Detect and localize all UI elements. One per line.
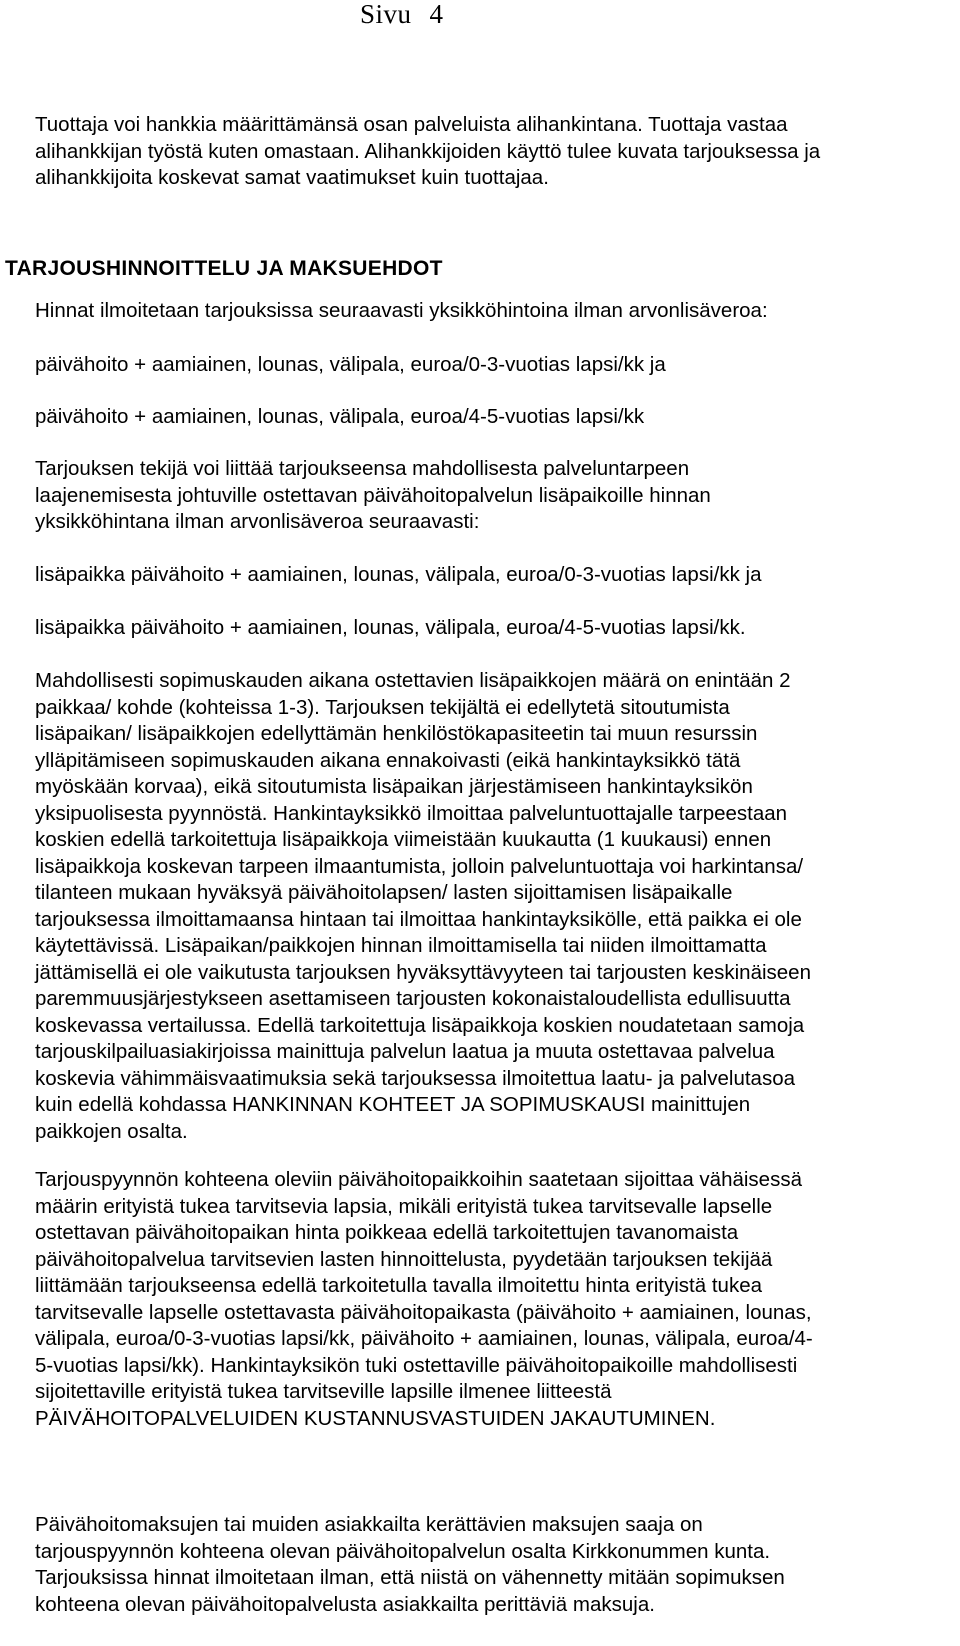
- paragraph-line: ostettavan päivähoitopaikan hinta poikkeaa edellä tarkoitettujen tavanomaista: [35, 1221, 739, 1244]
- paragraph-line: lisäpaikan/ lisäpaikkojen edellyttämän henkilöstökapasiteetin tai muun resurssin: [35, 722, 758, 745]
- page-label: Sivu: [360, 0, 412, 29]
- extra-places-paragraph: [35, 668, 955, 1145]
- paragraph-line: liittämään tarjoukseensa edellä tarkoitetulla tavalla ilmoitettu hinta erityistä tukea: [35, 1274, 762, 1297]
- paragraph-line: tarjouksessa ilmoittamaansa hintaan tai ilmoittaa hankintayksikölle, että paikka ei ole: [35, 907, 802, 931]
- paragraph-line: Mahdollisesti sopimuskauden aikana ostettavien lisäpaikkojen määrä on enintään 2: [35, 669, 791, 692]
- special-needs-paragraph: [35, 1167, 955, 1432]
- paragraph-line: kohteena olevan päivähoitopalvelusta asiakkailta perittäviä maksuja.: [35, 1592, 655, 1616]
- paragraph-line: lisäpaikkoja koskevan tarpeen ilmaantumista, jolloin palveluntuottaja voi harkintansa/: [35, 854, 804, 878]
- paragraph-line: päivähoito + aamiainen, lounas, välipala, euroa/0-3-vuotias lapsi/kk ja: [35, 353, 666, 376]
- paragraph-line: päivähoitopalvelua tarvitsevien lasten hinnoittelusta, pyydetään tarjouksen tekijää: [35, 1247, 773, 1271]
- paragraph-line: Tuottaja voi hankkia määrittämänsä osan palveluista alihankintana. Tuottaja vastaa: [35, 113, 788, 136]
- paragraph-line: paikkojen osalta.: [35, 1119, 188, 1143]
- paragraph-line: sijoitettaville erityistä tukea tarvitseville lapsille ilmenee liitteestä: [35, 1380, 612, 1403]
- extra-item-4-5: [35, 615, 955, 642]
- paragraph-line: yksikköhintana ilman arvonlisäveroa seuraavasti:: [35, 510, 480, 533]
- extra-places-intro: [35, 456, 955, 536]
- paragraph-line: lisäpaikka päivähoito + aamiainen, lounas, välipala, euroa/4-5-vuotias lapsi/kk.: [35, 616, 746, 639]
- paragraph-line: paremmuusjärjestykseen asettamiseen tarjousten kokonaistaloudellista edullisuutta: [35, 987, 791, 1010]
- paragraph-line: jättämisellä ei ole vaikutusta tarjouksen hyväksyttävyyteen tai tarjousten keskinäiseen: [35, 960, 811, 984]
- paragraph-line: tilanteen mukaan hyväksyä päivähoitolapsen/ lasten sijoittamisen lisäpaikalle: [35, 881, 733, 904]
- paragraph-line: päivähoito + aamiainen, lounas, välipala, euroa/4-5-vuotias lapsi/kk: [35, 405, 645, 428]
- price-item-4-5: [35, 404, 955, 431]
- paragraph-line: alihankkijan työstä kuten omastaan. Alihankkijoiden käyttö tulee kuvata tarjouksessa ja: [35, 139, 821, 163]
- paragraph-line: PÄIVÄHOITOPALVELUIDEN KUSTANNUSVASTUIDEN JAKAUTUMINEN.: [35, 1406, 716, 1430]
- paragraph-line: tarjouskilpailuasiakirjoissa mainittuja palvelun laatua ja muuta ostettavaa palvelua: [35, 1040, 775, 1063]
- paragraph-line: lisäpaikka päivähoito + aamiainen, lounas, välipala, euroa/0-3-vuotias lapsi/kk ja: [35, 563, 762, 586]
- paragraph-line: välipala, euroa/0-3-vuotias lapsi/kk, päivähoito + aamiainen, lounas, välipala, euroa/4-: [35, 1327, 813, 1350]
- paragraph-line: laajenemisesta johtuville ostettavan päivähoitopalvelun lisäpaikoille hinnan: [35, 483, 711, 507]
- paragraph-line: Tarjouksen tekijä voi liittää tarjoukseensa mahdollisesta palveluntarpeen: [35, 457, 690, 480]
- paragraph-line: alihankkijoita koskevat samat vaatimukset kuin tuottajaa.: [35, 166, 549, 189]
- section-heading: TARJOUSHINNOITTELU JA MAKSUEHDOT: [5, 257, 443, 280]
- paragraph-line: koskien edellä tarkoitettuja lisäpaikkoja viimeistään kuukautta (1 kuukausi) ennen: [35, 828, 772, 851]
- paragraph-line: määrin erityistä tukea tarvitsevia lapsia, mikäli erityistä tukea tarvitsevalle lapselle: [35, 1194, 773, 1218]
- paragraph-line: Tarjouksissa hinnat ilmoitetaan ilman, että niistä on vähennetty mitään sopimuksen: [35, 1566, 785, 1589]
- paragraph-line: ylläpitämiseen sopimuskauden aikana ennakoivasti (eikä hankintayksikkö tätä: [35, 748, 741, 772]
- intro-paragraph: [35, 112, 955, 192]
- paragraph-line: yksipuolisesta pyynnöstä. Hankintayksikkö ilmoittaa palveluntuottajalle tarpeestaan: [35, 801, 788, 825]
- extra-item-0-3: [35, 562, 955, 589]
- paragraph-line: Päivähoitomaksujen tai muiden asiakkailta kerättävien maksujen saaja on: [35, 1513, 703, 1536]
- page-header: [360, 0, 444, 28]
- paragraph-line: 5-vuotias lapsi/kk). Hankintayksikön tuki ostettaville päivähoitopaikoille mahdollisesti: [35, 1353, 798, 1377]
- paragraph-line: kuin edellä kohdassa HANKINNAN KOHTEET JA SOPIMUSKAUSI mainittujen: [35, 1093, 751, 1116]
- paragraph-line: paikkaa/ kohde (kohteissa 1-3). Tarjouksen tekijältä ei edellytetä sitoutumista: [35, 695, 730, 719]
- paragraph-line: myöskään korvaa), eikä sitoutumista lisäpaikan järjestämiseen hankintayksikön: [35, 775, 753, 798]
- prices-intro: [35, 298, 955, 325]
- page-number: 4: [429, 0, 444, 29]
- price-item-0-3: [35, 352, 955, 379]
- paragraph-line: Hinnat ilmoitetaan tarjouksissa seuraavasti yksikköhintoina ilman arvonlisäveroa:: [35, 299, 768, 322]
- fees-paragraph: [35, 1512, 955, 1618]
- paragraph-line: Tarjouspyynnön kohteena oleviin päivähoitopaikkoihin saatetaan sijoittaa vähäisessä: [35, 1168, 802, 1191]
- paragraph-line: tarjouspyynnön kohteena olevan päivähoitopalvelun osalta Kirkkonummen kunta.: [35, 1539, 771, 1563]
- paragraph-line: koskevassa vertailussa. Edellä tarkoitettuja lisäpaikkoja koskien noudatetaan samoja: [35, 1013, 805, 1037]
- paragraph-line: koskevia vähimmäisvaatimuksia sekä tarjouksessa ilmoitettua laatu- ja palvelutasoa: [35, 1066, 795, 1090]
- paragraph-line: käytettävissä. Lisäpaikan/paikkojen hinnan ilmoittamisella tai niiden ilmoittamatta: [35, 934, 767, 957]
- paragraph-line: tarvitsevalle lapselle ostettavasta päivähoitopaikasta (päivähoito + aamiainen, lounas,: [35, 1300, 812, 1324]
